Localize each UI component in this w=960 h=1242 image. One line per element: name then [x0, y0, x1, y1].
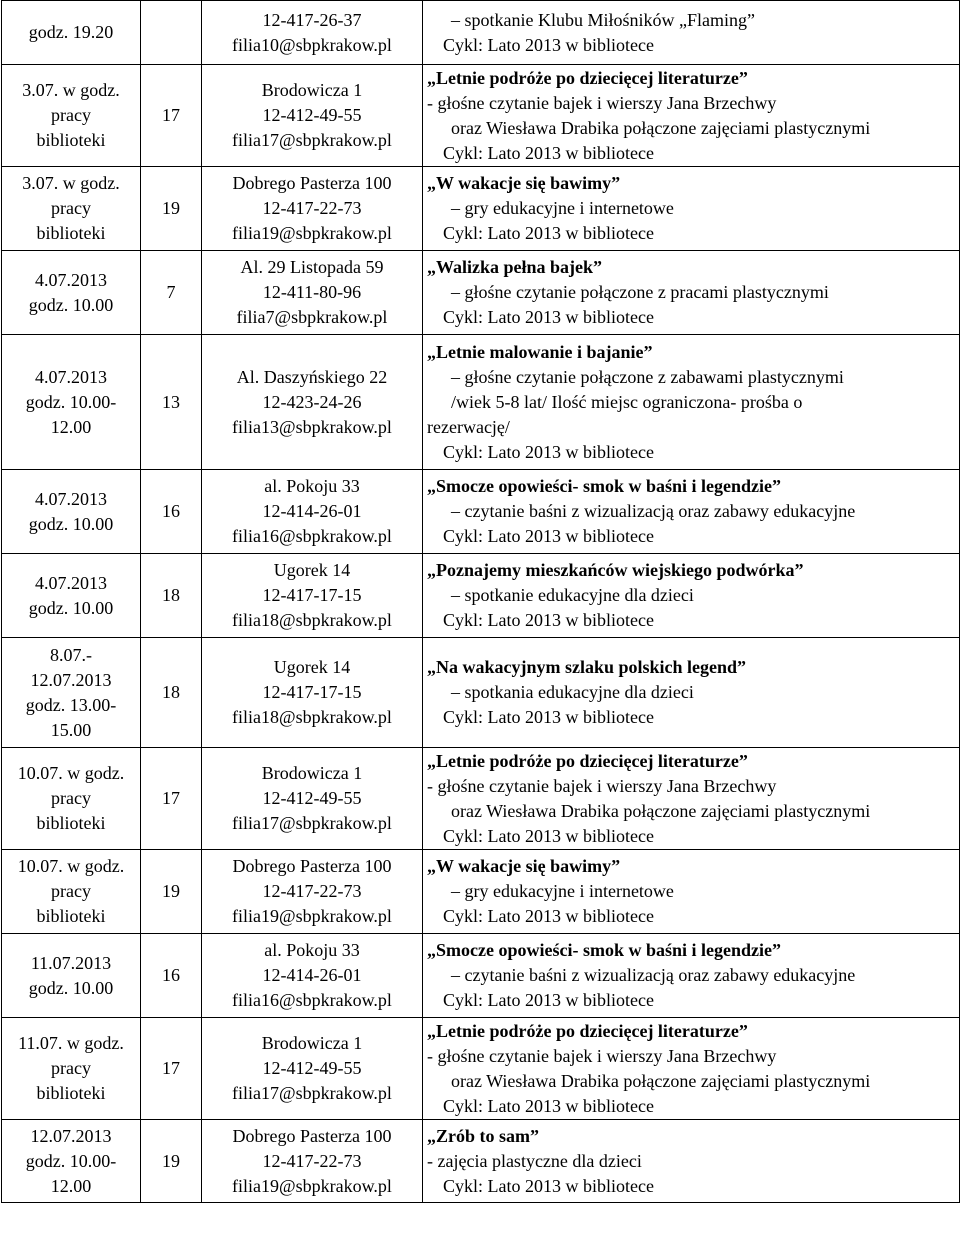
- event-detail: – czytanie baśni z wizualizacją oraz zabawy edukacyjne: [451, 965, 856, 985]
- branch-email: filia18@sbpkrakow.pl: [232, 610, 392, 630]
- branch-street: Ugorek 14: [273, 657, 351, 677]
- date-cell: [2, 554, 141, 638]
- date-cell: [2, 850, 141, 934]
- branch-street: Dobrego Pasterza 100: [232, 856, 392, 876]
- branch-email: filia18@sbpkrakow.pl: [232, 707, 392, 727]
- date-cell: [2, 934, 141, 1018]
- date-line: godz. 10.00-: [25, 391, 117, 412]
- date-cell: [2, 167, 141, 251]
- event-detail: – gry edukacyjne i internetowe: [451, 198, 674, 218]
- event-cycle: Cykl: Lato 2013 w bibliotece: [443, 990, 654, 1010]
- date-line: 12.07.2013: [30, 669, 112, 690]
- schedule-rows: [2, 1, 960, 1203]
- branch-phone: 12-417-17-15: [262, 682, 362, 702]
- date-line: 12.00: [50, 416, 92, 437]
- event-detail: – spotkanie Klubu Miłośników „Flaming”: [451, 9, 755, 30]
- branch-phone: 12-412-49-55: [262, 105, 362, 125]
- date-cell: [2, 470, 141, 554]
- event-detail: – głośne czytanie połączone z zabawami plastycznymi: [451, 366, 844, 387]
- branch-number-cell: 19: [141, 850, 202, 934]
- date-line: godz. 10.00: [28, 597, 114, 618]
- event-title: „Walizka pełna bajek”: [427, 257, 603, 277]
- event-description-cell: [423, 1, 960, 65]
- date-line: 12.07.2013: [30, 1125, 112, 1146]
- event-detail: - głośne czytanie bajek i wierszy Jana Brzechwy: [427, 92, 777, 113]
- date-line: pracy: [51, 881, 91, 901]
- date-line: biblioteki: [36, 1083, 106, 1103]
- branch-phone: 12-412-49-55: [262, 1058, 362, 1078]
- event-detail: - zajęcia plastyczne dla dzieci: [427, 1150, 642, 1171]
- date-line: 3.07. w godz.: [22, 80, 120, 100]
- event-title: „Smocze opowieści- smok w baśni i legendzie”: [427, 476, 781, 496]
- event-cycle: Cykl: Lato 2013 w bibliotece: [443, 707, 654, 727]
- event-detail: – czytanie baśni z wizualizacją oraz zabawy edukacyjne: [451, 501, 856, 521]
- branch-number-cell: 16: [141, 470, 202, 554]
- branch-street: Ugorek 14: [273, 560, 351, 580]
- branch-street: Dobrego Pasterza 100: [232, 1125, 392, 1146]
- branch-address-cell: [202, 65, 423, 167]
- date-cell: [2, 1, 141, 65]
- branch-number-cell: 17: [141, 65, 202, 167]
- branch-address-cell: [202, 470, 423, 554]
- date-line: 15.00: [50, 719, 92, 740]
- event-description-cell: [423, 638, 960, 748]
- table-row: [2, 335, 960, 470]
- event-cycle: Cykl: Lato 2013 w bibliotece: [443, 1095, 654, 1116]
- event-detail: /wiek 5-8 lat/ Ilość miejsc ograniczona- prośba o: [451, 391, 803, 412]
- branch-street: Brodowicza 1: [261, 1033, 363, 1053]
- date-line: godz. 10.00: [28, 513, 114, 534]
- event-title: „Letnie podróże po dziecięcej literaturze”: [427, 67, 748, 88]
- event-description-cell: [423, 850, 960, 934]
- branch-phone: 12-417-17-15: [262, 585, 362, 605]
- branch-number-cell: 17: [141, 1018, 202, 1120]
- branch-street: Brodowicza 1: [261, 763, 363, 783]
- branch-phone: 12-412-49-55: [262, 788, 362, 808]
- branch-address-cell: [202, 748, 423, 850]
- event-detail: – spotkanie edukacyjne dla dzieci: [451, 585, 694, 605]
- event-title: „W wakacje się bawimy”: [427, 856, 621, 876]
- table-row: [2, 748, 960, 850]
- event-schedule-table: [1, 0, 960, 1203]
- branch-address-cell: [202, 1018, 423, 1120]
- table-row: [2, 1120, 960, 1203]
- branch-email: filia19@sbpkrakow.pl: [232, 1175, 392, 1196]
- event-cycle: Cykl: Lato 2013 w bibliotece: [443, 34, 654, 55]
- table-row: [2, 1018, 960, 1120]
- branch-street: al. Pokoju 33: [264, 940, 360, 960]
- date-line: 11.07.2013: [30, 952, 112, 973]
- date-line: 4.07.2013: [35, 269, 107, 290]
- date-line: godz. 13.00-: [25, 694, 117, 715]
- branch-phone: 12-417-22-73: [262, 1150, 362, 1171]
- date-cell: [2, 1018, 141, 1120]
- branch-street: al. Pokoju 33: [264, 476, 360, 496]
- table-row: [2, 850, 960, 934]
- event-title: „Zrób to sam”: [427, 1125, 539, 1146]
- date-line: 3.07. w godz.: [22, 173, 120, 193]
- branch-number-cell: 16: [141, 934, 202, 1018]
- table-row: [2, 167, 960, 251]
- branch-phone: 12-414-26-01: [262, 501, 362, 521]
- branch-address-cell: [202, 638, 423, 748]
- event-cycle: Cykl: Lato 2013 w bibliotece: [443, 142, 654, 163]
- date-cell: [2, 748, 141, 850]
- event-cycle: Cykl: Lato 2013 w bibliotece: [443, 825, 654, 846]
- branch-street: Al. Daszyńskiego 22: [236, 366, 388, 387]
- branch-email: filia17@sbpkrakow.pl: [232, 130, 392, 150]
- event-cycle: Cykl: Lato 2013 w bibliotece: [443, 1175, 654, 1196]
- event-detail: – gry edukacyjne i internetowe: [451, 881, 674, 901]
- table-row: [2, 554, 960, 638]
- branch-address-cell: [202, 335, 423, 470]
- event-detail: rezerwację/: [427, 416, 510, 437]
- event-description-cell: [423, 251, 960, 335]
- table-row: [2, 1, 960, 65]
- branch-phone: 12-417-22-73: [262, 198, 362, 218]
- event-cycle: Cykl: Lato 2013 w bibliotece: [443, 441, 654, 462]
- event-cycle: Cykl: Lato 2013 w bibliotece: [443, 906, 654, 926]
- table-row: [2, 638, 960, 748]
- branch-email: filia10@sbpkrakow.pl: [232, 34, 392, 55]
- date-line: biblioteki: [36, 906, 106, 926]
- event-description-cell: [423, 1018, 960, 1120]
- event-description-cell: [423, 470, 960, 554]
- branch-email: filia19@sbpkrakow.pl: [232, 223, 392, 243]
- date-line: pracy: [51, 788, 91, 808]
- branch-number-cell: 19: [141, 167, 202, 251]
- branch-email: filia17@sbpkrakow.pl: [232, 813, 392, 833]
- event-description-cell: [423, 335, 960, 470]
- branch-number-cell: 13: [141, 335, 202, 470]
- branch-number-cell: 18: [141, 638, 202, 748]
- table-row: [2, 934, 960, 1018]
- event-title: „W wakacje się bawimy”: [427, 173, 621, 193]
- branch-address-cell: [202, 554, 423, 638]
- date-line: godz. 10.00-: [25, 1150, 117, 1171]
- branch-email: filia13@sbpkrakow.pl: [232, 416, 392, 437]
- branch-address-cell: [202, 1120, 423, 1203]
- event-title: „Poznajemy mieszkańców wiejskiego podwórka”: [427, 560, 804, 580]
- branch-address-cell: [202, 850, 423, 934]
- event-description-cell: [423, 748, 960, 850]
- event-title: „Smocze opowieści- smok w baśni i legendzie”: [427, 940, 781, 960]
- branch-phone: 12-414-26-01: [262, 965, 362, 985]
- date-line: 8.07.-: [50, 644, 92, 665]
- branch-number-cell: 17: [141, 748, 202, 850]
- event-cycle: Cykl: Lato 2013 w bibliotece: [443, 223, 654, 243]
- date-line: 10.07. w godz.: [17, 763, 125, 783]
- event-description-cell: [423, 554, 960, 638]
- date-line: biblioteki: [36, 223, 106, 243]
- branch-phone: 12-411-80-96: [262, 282, 362, 302]
- date-line: pracy: [51, 1058, 91, 1078]
- date-line: biblioteki: [36, 130, 106, 150]
- event-description-cell: [423, 167, 960, 251]
- branch-phone: 12-417-26-37: [262, 9, 362, 30]
- event-title: „Letnie malowanie i bajanie”: [427, 341, 653, 362]
- event-detail: oraz Wiesława Drabika połączone zajęciami plastycznymi: [451, 1070, 871, 1091]
- date-line: 10.07. w godz.: [17, 856, 125, 876]
- branch-email: filia16@sbpkrakow.pl: [232, 526, 392, 546]
- event-description-cell: [423, 1120, 960, 1203]
- event-detail: - głośne czytanie bajek i wierszy Jana Brzechwy: [427, 1045, 777, 1066]
- date-line: godz. 10.00: [28, 294, 114, 315]
- event-cycle: Cykl: Lato 2013 w bibliotece: [443, 526, 654, 546]
- branch-address-cell: [202, 167, 423, 251]
- branch-email: filia7@sbpkrakow.pl: [236, 307, 388, 327]
- event-cycle: Cykl: Lato 2013 w bibliotece: [443, 307, 654, 327]
- event-title: „Letnie podróże po dziecięcej literaturze”: [427, 750, 748, 771]
- date-line: godz. 10.00: [28, 977, 114, 998]
- branch-street: Dobrego Pasterza 100: [232, 173, 392, 193]
- date-cell: [2, 65, 141, 167]
- branch-street: Al. 29 Listopada 59: [240, 257, 384, 277]
- table-row: [2, 251, 960, 335]
- date-cell: [2, 335, 141, 470]
- branch-phone: 12-423-24-26: [262, 391, 362, 412]
- date-line: 4.07.2013: [35, 572, 107, 593]
- date-line: 4.07.2013: [35, 488, 107, 509]
- date-line: biblioteki: [36, 813, 106, 833]
- branch-phone: 12-417-22-73: [262, 881, 362, 901]
- branch-number-cell: 19: [141, 1120, 202, 1203]
- branch-number-cell: [141, 1, 202, 65]
- table-row: [2, 65, 960, 167]
- table-row: [2, 470, 960, 554]
- event-title: „Letnie podróże po dziecięcej literaturze”: [427, 1020, 748, 1041]
- branch-email: filia16@sbpkrakow.pl: [232, 990, 392, 1010]
- event-description-cell: [423, 65, 960, 167]
- date-line: pracy: [51, 105, 91, 125]
- branch-email: filia17@sbpkrakow.pl: [232, 1083, 392, 1103]
- event-detail: oraz Wiesława Drabika połączone zajęciami plastycznymi: [451, 800, 871, 821]
- date-cell: [2, 1120, 141, 1203]
- branch-address-cell: [202, 1, 423, 65]
- date-cell: [2, 251, 141, 335]
- date-line: 11.07. w godz.: [18, 1033, 124, 1053]
- branch-street: Brodowicza 1: [261, 80, 363, 100]
- event-detail: – spotkania edukacyjne dla dzieci: [451, 682, 694, 702]
- branch-address-cell: [202, 934, 423, 1018]
- branch-number-cell: 18: [141, 554, 202, 638]
- date-line: godz. 19.20: [28, 22, 114, 42]
- date-cell: [2, 638, 141, 748]
- date-line: 4.07.2013: [35, 366, 107, 387]
- event-description-cell: [423, 934, 960, 1018]
- date-line: pracy: [51, 198, 91, 218]
- date-line: 12.00: [50, 1175, 92, 1196]
- branch-number-cell: 7: [141, 251, 202, 335]
- branch-address-cell: [202, 251, 423, 335]
- branch-email: filia19@sbpkrakow.pl: [232, 906, 392, 926]
- event-detail: – głośne czytanie połączone z pracami plastycznymi: [451, 282, 829, 302]
- event-cycle: Cykl: Lato 2013 w bibliotece: [443, 610, 654, 630]
- event-detail: oraz Wiesława Drabika połączone zajęciami plastycznymi: [451, 117, 871, 138]
- event-detail: - głośne czytanie bajek i wierszy Jana Brzechwy: [427, 775, 777, 796]
- event-title: „Na wakacyjnym szlaku polskich legend”: [427, 657, 747, 677]
